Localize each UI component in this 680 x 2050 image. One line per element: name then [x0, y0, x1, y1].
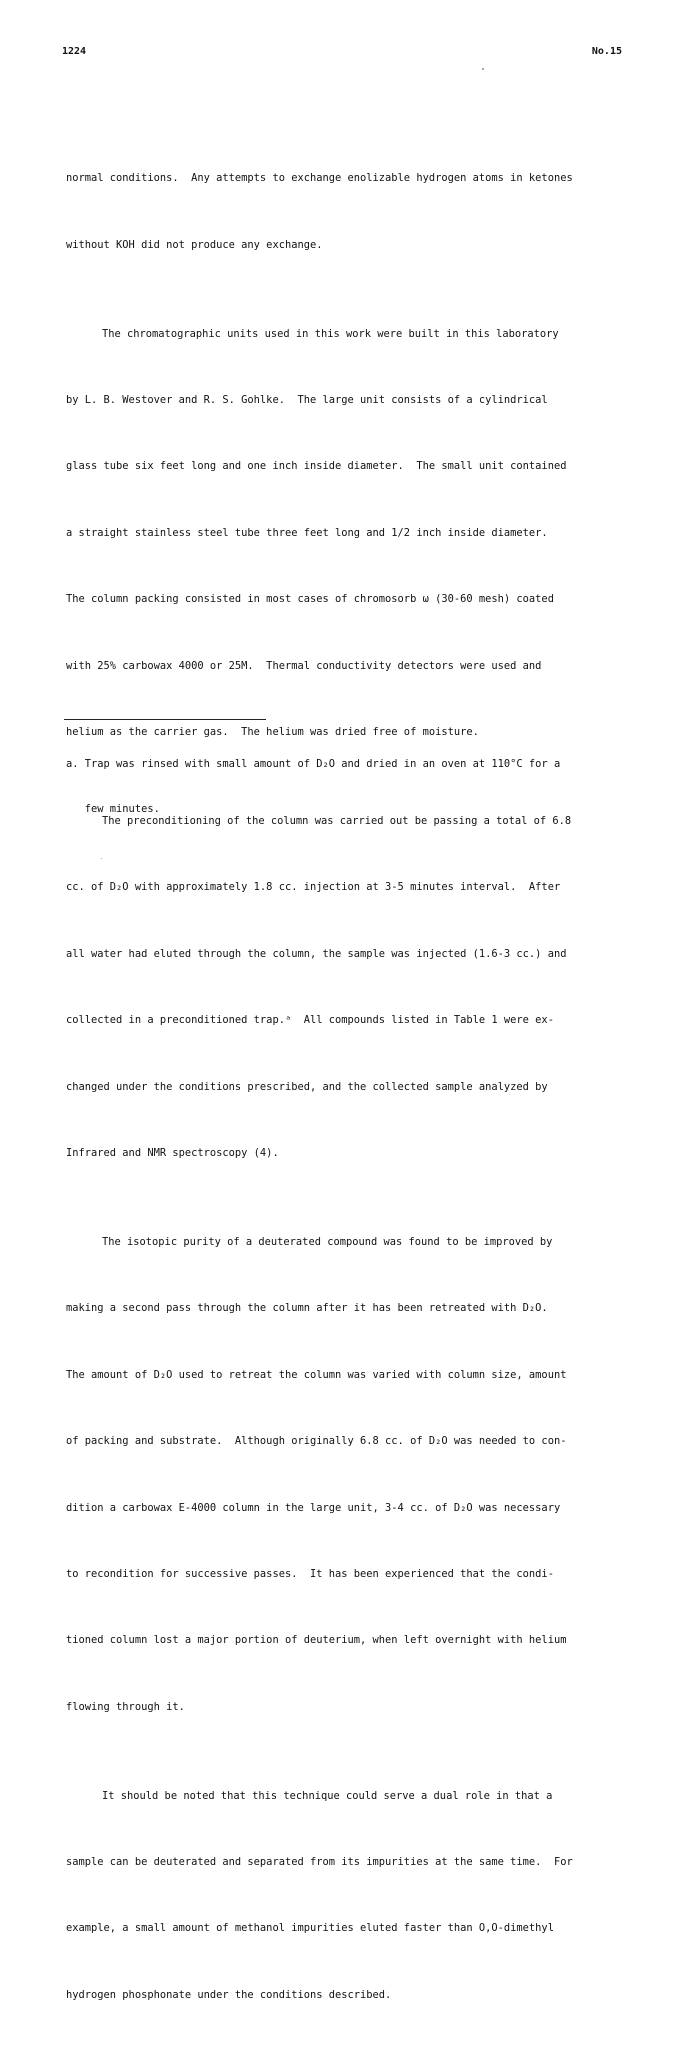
scan-speck: [482, 68, 484, 70]
text-line: flowing through it.: [66, 1700, 185, 1713]
footnote-line: a. Trap was rinsed with small amount of D₂O and dried in an oven at 110°C for a: [66, 758, 561, 770]
text-line: changed under the conditions prescribed, and the collected sample analyzed by: [66, 1080, 548, 1093]
text-line: helium as the carrier gas. The helium was dried free of moisture.: [66, 726, 479, 739]
text-line: making a second pass through the column after it has been retreated with D₂O.: [66, 1302, 548, 1315]
text-line: hydrogen phosphonate under the conditions described.: [66, 1988, 392, 2001]
page-number: 1224: [62, 46, 87, 57]
text-line: normal conditions. Any attempts to exchange enolizable hydrogen atoms in ketones: [66, 172, 573, 185]
text-line: example, a small amount of methanol impurities eluted faster than O,O-dimethyl: [66, 1922, 554, 1935]
text-line: The chromatographic units used in this work were built in this laboratory: [102, 327, 559, 340]
text-line: by L. B. Westover and R. S. Gohlke. The large unit consists of a cylindrical: [66, 393, 548, 406]
body-text: [66, 101, 622, 2050]
text-line: a straight stainless steel tube three feet long and 1/2 inch inside diameter.: [66, 526, 548, 539]
text-line: The preconditioning of the column was carried out be passing a total of 6.8: [102, 814, 572, 827]
text-line: Infrared and NMR spectroscopy (4).: [66, 1147, 279, 1160]
text-line: The isotopic purity of a deuterated compound was found to be improved by: [102, 1235, 553, 1248]
footnote: [66, 727, 626, 847]
text-line: The amount of D₂O used to retreat the column was varied with column size, amount: [66, 1368, 567, 1381]
text-line: all water had eluted through the column, the sample was injected (1.6-3 cc.) and: [66, 947, 567, 960]
text-line: cc. of D₂O with approximately 1.8 cc. injection at 3-5 minutes interval. After: [66, 881, 561, 894]
text-line: with 25% carbowax 4000 or 25M. Thermal conductivity detectors were used and: [66, 659, 542, 672]
issue-number: No.15: [591, 46, 622, 57]
text-line: of packing and substrate. Although originally 6.8 cc. of D₂O was needed to con-: [66, 1435, 567, 1448]
text-line: sample can be deuterated and separated from its impurities at the same time. For: [66, 1855, 573, 1868]
text-line: glass tube six feet long and one inch inside diameter. The small unit contained: [66, 460, 567, 473]
scan-speck: [101, 858, 102, 859]
footnote-line: few minutes.: [66, 803, 160, 815]
text-line: It should be noted that this technique could serve a dual role in that a: [102, 1789, 553, 1802]
text-line: to recondition for successive passes. It has been experienced that the condi-: [66, 1568, 554, 1580]
text-line: collected in a preconditioned trap.ᵃ All compounds listed in Table 1 were ex-: [66, 1014, 554, 1027]
text-line: tioned column lost a major portion of deuterium, when left overnight with helium: [66, 1634, 567, 1647]
footnote-rule: [64, 719, 266, 720]
text-line: without KOH did not produce any exchange.: [66, 238, 323, 251]
text-line: The column packing consisted in most cases of chromosorb ω (30-60 mesh) coated: [66, 593, 554, 606]
text-line: dition a carbowax E-4000 column in the large unit, 3-4 cc. of D₂O was necessary: [66, 1501, 561, 1514]
